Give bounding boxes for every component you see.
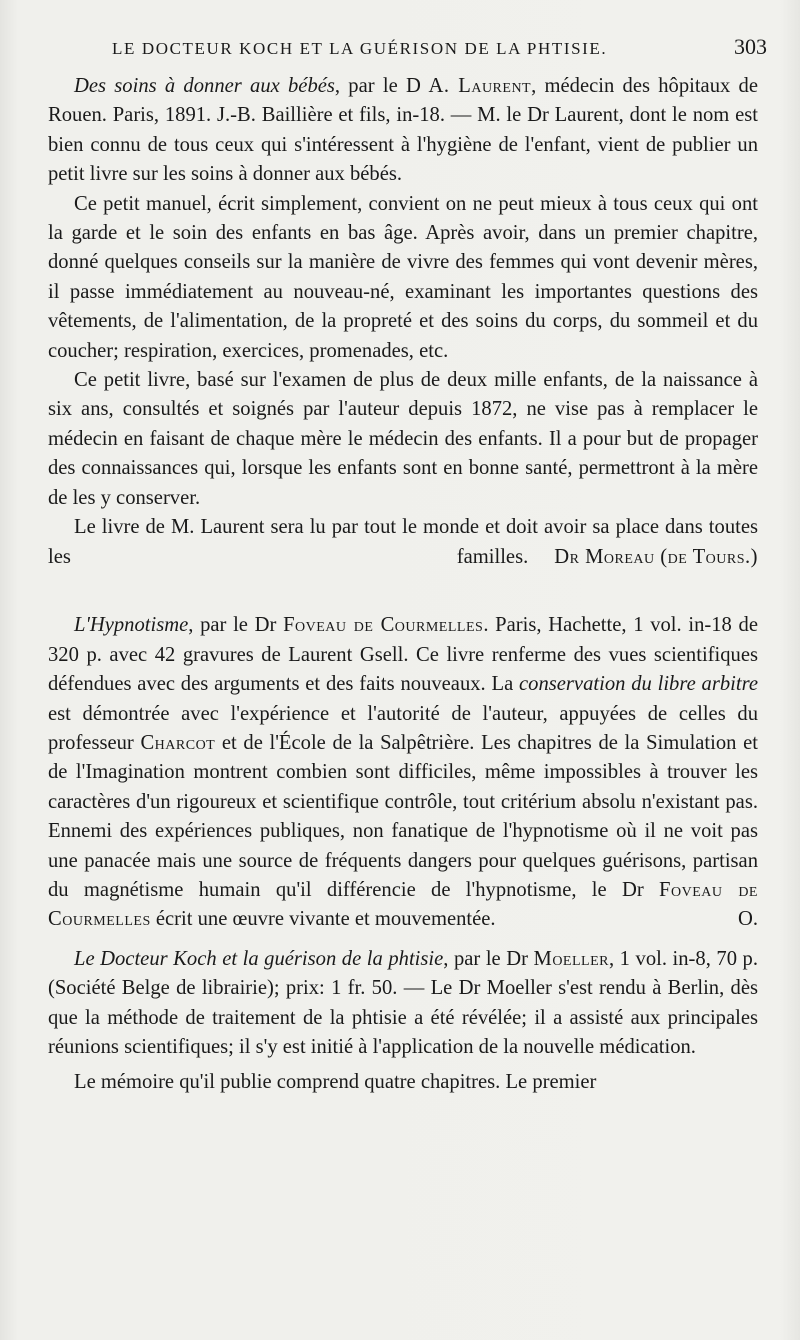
- book-title: Le Docteur Koch et la guérison de la phtisie: [74, 947, 444, 970]
- paragraph: Ce petit manuel, écrit simplement, convient on ne peut mieux à tous ceux qui ont la garde et le soin des enfants en bas âge. Après avoir, dans un premier chapitre, donné quelques conseils sur la manière de vivre des femmes qui vont devenir mères, il passe immédiatement au nouveau-né, examinant les importantes questions des vêtements, de l'alimentation, de la propreté et des soins du corps, du sommeil et du coucher; respiration, exercices, promenades, etc.: [48, 192, 758, 362]
- paragraph: [48, 513, 758, 601]
- review-text: , médecin des hôpitaux de Rouen. Paris, 1891. J.-B. Baillière et fils, in-18. — M. le Dr Laurent, dont le nom est bien connu de tous ceux qui s'intéressent à l'hygiène de l'enfant, vient de publier un petit livre sur les soins à donner aux bébés.: [48, 75, 758, 186]
- by-text: , par le Dr: [188, 614, 284, 637]
- page-body: [48, 72, 758, 1098]
- book-title: L'Hypnotisme: [74, 614, 189, 637]
- review-koch: [48, 945, 758, 1063]
- review-text: . Paris, Hachette, 1 vol. in-18 de 320 p. avec 42 gravures de Laurent Gsell. Ce livre renferme des vues scientifiques défendues avec des arguments et des faits nouveaux. La: [48, 614, 758, 696]
- paragraph-text: Le livre de M. Laurent sera lu par tout le monde et doit avoir sa place dans toutes les familles.: [48, 516, 758, 568]
- by-text: , par le Dr: [443, 947, 534, 970]
- emphasis: conservation du libre arbitre: [519, 673, 758, 696]
- paragraph: Ce petit livre, basé sur l'examen de plus de deux mille enfants, de la naissance à six ans, consultés et soignés par l'auteur depuis 1872, ne vise pas à remplacer le médecin en faisant de chaque mère le médecin des enfants. Il a pour but de propager des connaissances qui, lorsque les enfants sont en bonne santé, permettront à la mère de les y conserver.: [48, 369, 758, 509]
- paragraph: Le mémoire qu'il publie comprend quatre chapitres. Le premier: [74, 1071, 597, 1094]
- author-name: Moeller: [533, 947, 609, 970]
- running-title: LE DOCTEUR KOCH ET LA GUÉRISON DE LA PHTISIE.: [112, 39, 608, 58]
- review-laurent: [48, 72, 758, 190]
- by-text: , par le D: [334, 75, 421, 97]
- signature: O.: [737, 908, 758, 931]
- author-name: A. Laurent: [420, 75, 532, 97]
- page-number: 303: [734, 34, 767, 59]
- review-text: , 1 vol. in-8, 70 p. (Société Belge de librairie); prix: 1 fr. 50. — Le Dr Moeller s'est rendu à Berlin, dès que la méthode de traitement de la phtisie a été révélée; il a assisté aux principales réunions scientifiques; il s'y est initié à l'application de la nouvelle médication.: [48, 947, 759, 1058]
- review-text: écrit une œuvre vivante et mouvementée.: [150, 908, 496, 931]
- running-header: [112, 34, 767, 64]
- author-name: Foveau de Courmelles: [48, 878, 758, 931]
- review-text: et de l'École de la Salpêtrière. Les chapitres de la Simulation et de l'Imagination montrent combien sont difficiles, même impossibles à trouver les caractères d'un rigoureux et scientifique contrôle, tout critérium absolu n'existant pas. Ennemi des expériences publiques, non fanatique de l'hypnotisme où il ne voit pas une panacée mais une source de fréquents dangers pour quelques guérisons, partisan du magnétisme humain qu'il différencie de l'hypnotisme, le Dr: [48, 731, 758, 901]
- book-title: Des soins à donner aux bébés: [74, 75, 335, 97]
- review-text: est démontrée avec l'expérience et l'autorité de l'auteur, appuyées de celles du professeur: [48, 702, 758, 754]
- signature: Dr Moreau (de Tours.): [554, 545, 758, 568]
- review-hypnotisme: [48, 611, 758, 934]
- author-name: Foveau de Courmelles: [283, 614, 484, 637]
- person-name: Charcot: [140, 731, 216, 754]
